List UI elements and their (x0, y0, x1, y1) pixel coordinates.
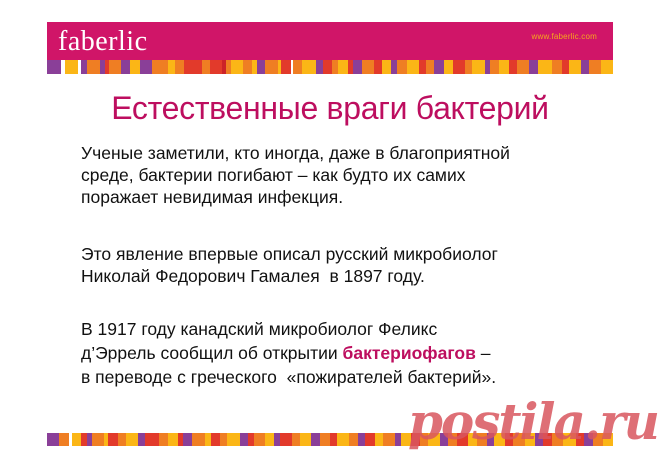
brand-header (47, 22, 613, 60)
highlight-bacteriophages: бактериофагов (342, 343, 476, 363)
slide-title: Естественные враги бактерий (111, 90, 549, 126)
paragraph-1 (81, 142, 510, 208)
text-line: в переводе с греческого «пожирателей бактерий». (81, 367, 497, 387)
paragraph-3 (81, 317, 496, 389)
text-segment: – (475, 343, 491, 363)
text-line: Это явление впервые описал русский микробиолог (81, 244, 498, 264)
text-line: Николай Федорович Гамалея в 1897 году. (81, 266, 425, 286)
text-line (81, 341, 496, 365)
text-segment: д’Эррель сообщил об открытии (81, 343, 343, 363)
text-line: поражает невидимая инфекция. (81, 187, 344, 207)
paragraph-2 (81, 243, 498, 287)
text-line: В 1917 году канадский микробиолог Феликс (81, 319, 438, 339)
mosaic-strip-top (47, 60, 613, 74)
faberlic-logo: faberlic (58, 26, 148, 57)
website-url: www.faberlic.com (531, 32, 597, 41)
postila-watermark: postila.ru (407, 392, 658, 451)
text-line: Ученые заметили, кто иногда, даже в благоприятной (81, 143, 510, 163)
text-line: среде, бактерии погибают – как будто их самих (81, 165, 466, 185)
